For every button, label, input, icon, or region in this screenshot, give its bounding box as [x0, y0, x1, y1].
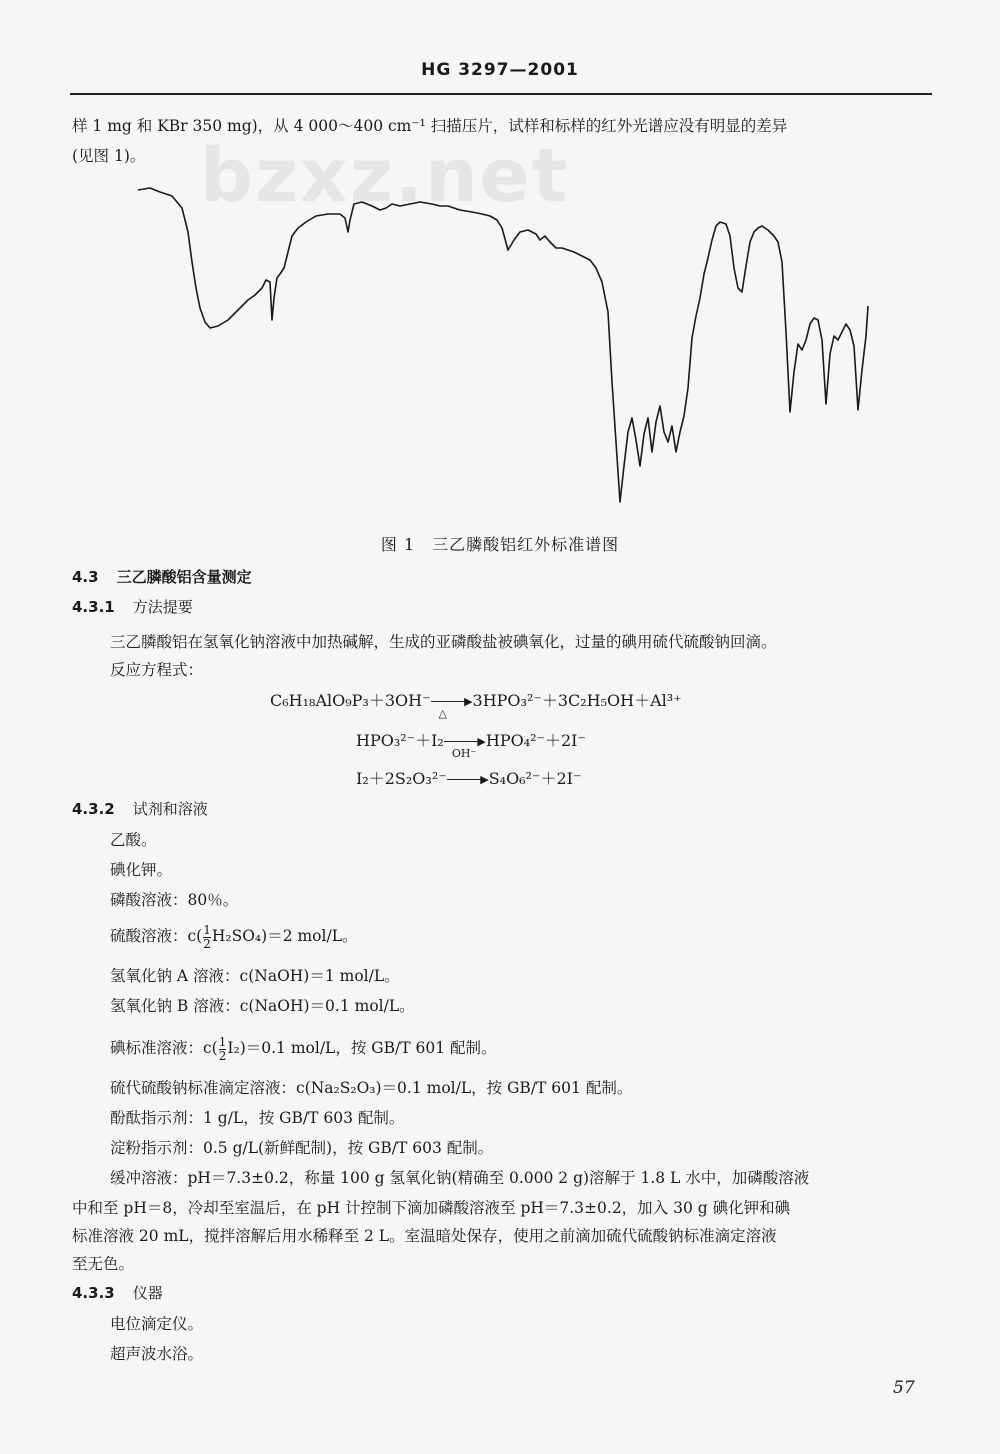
reagent-buffer-line-4: 至无色。 [72, 1255, 135, 1273]
section-number: 4.3.2 [72, 800, 115, 818]
reagent-text: 碘标准溶液：c( [110, 1039, 218, 1057]
arrow-icon: ▶ OH⁻ [444, 736, 486, 748]
section-number: 4.3 [72, 568, 99, 586]
reagent-acetic-acid: 乙酸。 [110, 831, 157, 849]
eq2-products: HPO₄²⁻＋2I⁻ [485, 731, 586, 750]
reaction-equation-1 [270, 688, 682, 720]
reagent-text: H₂SO₄)＝2 mol/L。 [211, 927, 358, 945]
reagent-phosphoric-acid: 磷酸溶液：80％。 [110, 891, 239, 909]
fraction-numerator: 1 [203, 922, 211, 937]
page-number: 57 [893, 1378, 915, 1398]
eq1-reactants: C₆H₁₈AlO₉P₃＋3OH⁻ [270, 691, 431, 710]
equation-label: 反应方程式： [110, 661, 204, 679]
eq3-products: S₄O₆²⁻＋2I⁻ [488, 769, 582, 788]
reagent-buffer-line-3: 标准溶液 20 mL，搅拌溶解后用水稀释至 2 L。室温暗处保存，使用之前滴加硫代硫酸钠标准滴定溶液 [72, 1227, 777, 1245]
reagent-iodine [110, 1034, 497, 1063]
intro-line-2: (见图 1)。 [72, 147, 146, 165]
method-summary: 三乙膦酸铝在氢氧化钠溶液中加热碱解，生成的亚磷酸盐被碘氧化，过量的碘用硫代硫酸钠回滴。 [110, 633, 777, 651]
fraction [219, 1036, 227, 1063]
instrument-ultrasonic-bath: 超声波水浴。 [110, 1345, 204, 1363]
section-title: 三乙膦酸铝含量测定 [116, 568, 252, 586]
eq1-condition: △ [438, 706, 447, 720]
eq2-condition: OH⁻ [451, 746, 477, 760]
header-rule [70, 93, 932, 95]
reagent-naoh-a: 氢氧化钠 A 溶液：c(NaOH)＝1 mol/L。 [110, 967, 400, 985]
section-4-3-3-heading [72, 1282, 163, 1303]
ir-spectrum-figure [0, 170, 1000, 520]
reagent-naoh-b: 氢氧化钠 B 溶液：c(NaOH)＝0.1 mol/L。 [110, 997, 415, 1015]
reagent-starch: 淀粉指示剂：0.5 g/L(新鲜配制)，按 GB/T 603 配制。 [110, 1139, 494, 1157]
fraction-numerator: 1 [218, 1034, 227, 1049]
document-header: HG 3297—2001 [421, 60, 579, 80]
reagent-potassium-iodide: 碘化钾。 [110, 861, 173, 879]
reagent-buffer-line-1: 缓冲溶液：pH＝7.3±0.2，称量 100 g 氢氧化钠(精确至 0.000 2 g)溶解于 1.8 L 水中，加磷酸溶液 [110, 1169, 810, 1187]
section-4-3-2-heading [72, 798, 208, 819]
figure-caption: 图 1 三乙膦酸铝红外标准谱图 [380, 535, 620, 554]
section-4-3-1-heading [72, 596, 193, 617]
section-4-3-heading [72, 566, 252, 587]
intro-line-1: 样 1 mg 和 KBr 350 mg)，从 4 000～400 cm⁻¹ 扫描压片，试样和标样的红外光谱应没有明显的差异 [72, 117, 788, 135]
reaction-equation-2 [356, 728, 586, 760]
reagent-text: I₂)＝0.1 mol/L，按 GB/T 601 配制。 [227, 1039, 497, 1057]
section-title: 试剂和溶液 [132, 800, 208, 818]
fraction [203, 924, 211, 951]
reagent-sulfuric-acid [110, 922, 357, 951]
eq2-reactants: HPO₃²⁻＋I₂ [356, 731, 444, 750]
arrow-icon: ▶ [447, 774, 489, 786]
reagent-text: 硫酸溶液：c( [110, 927, 203, 945]
fraction-denominator: 2 [203, 936, 211, 951]
section-title: 仪器 [132, 1284, 163, 1302]
section-number: 4.3.3 [72, 1284, 115, 1302]
reaction-equation-3 [356, 766, 581, 789]
instrument-potentiometric-titrator: 电位滴定仪。 [110, 1315, 204, 1333]
section-title: 方法提要 [132, 598, 193, 616]
reagent-buffer-line-2: 中和至 pH＝8，冷却至室温后，在 pH 计控制下滴加磷酸溶液至 pH＝7.3±0.2，加入 30 g 碘化钾和碘 [72, 1199, 791, 1217]
watermark: bzxz.net [200, 133, 570, 219]
arrow-icon: ▶ △ [431, 696, 473, 708]
eq1-products: 3HPO₃²⁻＋3C₂H₅OH＋Al³⁺ [472, 691, 682, 710]
eq3-reactants: I₂＋2S₂O₃²⁻ [356, 769, 447, 788]
reagent-phenolphthalein: 酚酞指示剂：1 g/L，按 GB/T 603 配制。 [110, 1109, 405, 1127]
ir-spectrum-trace [138, 188, 868, 502]
reagent-thiosulfate: 硫代硫酸钠标准滴定溶液：c(Na₂S₂O₃)＝0.1 mol/L，按 GB/T 601 配制。 [110, 1079, 633, 1097]
section-number: 4.3.1 [72, 598, 115, 616]
fraction-denominator: 2 [218, 1048, 227, 1063]
